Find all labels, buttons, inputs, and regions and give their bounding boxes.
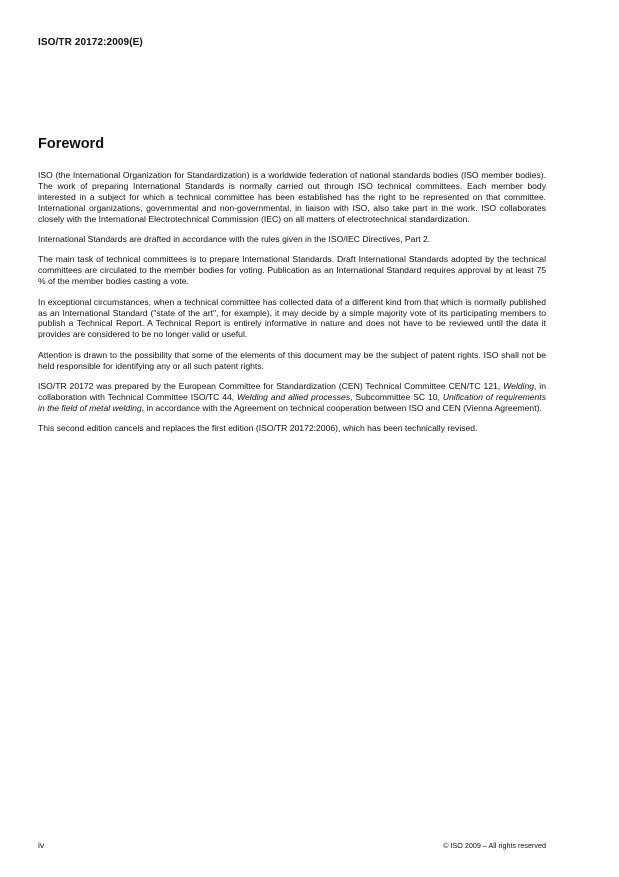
paragraph-iso-intro: ISO (the International Organization for Standardization) is a worldwide federation of national standards bodies (ISO member bodies). The work of preparing International Standards is normally carried out through ISO technical committees. Each member body interested in a subject for which a technical committee has been established has the right to be represented on that committee. International organizations, governmental and non-governmental, in liaison with ISO, also take part in the work. ISO collaborates closely with the International Electrotechnical Commission (IEC) on all matters of electrotechnical standardization. (38, 170, 546, 224)
paragraph-edition: This second edition cancels and replaces the first edition (ISO/TR 20172:2006), which has been technically revised. (38, 423, 478, 434)
preparation-text-1: ISO/TR 20172 was prepared by the European Committee for Standardization (CEN) Technical Committee CEN/TC 121, (38, 381, 504, 392)
subcommittee-name: Unification of requirements in the field of metal welding (38, 392, 546, 413)
preparation-text-4: , in accordance with the Agreement on technical cooperation between ISO and CEN (Vienna Agreement). (141, 402, 542, 413)
committee-name-welding: Welding (503, 381, 535, 392)
paragraph-technical-report: In exceptional circumstances, when a technical committee has collected data of a different kind from that which is normally published as an International Standard ("state of the art", for example), it may decide by a simple majority vote of its participating members to publish a Technical Report. A Technical Report is entirely informative in nature and does not have to be reviewed until the data it provides are considered to be no longer valid or useful. (38, 296, 546, 340)
committee-name-allied-processes: Welding and allied processes (237, 392, 351, 402)
paragraph-committee-task: The main task of technical committees is to prepare International Standards. Draft International Standards adopted by the technical committees are circulated to the member bodies for voting. Publication as an International Standard requires approval by at least 75 % of the member bodies casting a vote. (38, 254, 546, 287)
paragraph-preparation (38, 381, 546, 414)
copyright-notice: © ISO 2009 – All rights reserved (443, 841, 546, 850)
paragraph-patent-rights: Attention is drawn to the possibility that some of the elements of this document may be the subject of patent rights. ISO shall not be held responsible for identifying any or all such patent rights. (38, 349, 546, 371)
page-number: iv (38, 840, 45, 850)
foreword-body (38, 170, 546, 444)
preparation-text-3: , Subcommittee SC 10, (350, 392, 443, 402)
page-title: Foreword (38, 136, 105, 152)
paragraph-drafting-rules: International Standards are drafted in accordance with the rules given in the ISO/IEC Directives, Part 2. (38, 234, 431, 245)
preparation-text-2: , in collaboration with Technical Committee ISO/TC 44, (38, 381, 546, 402)
document-id: ISO/TR 20172:2009(E) (38, 37, 143, 48)
